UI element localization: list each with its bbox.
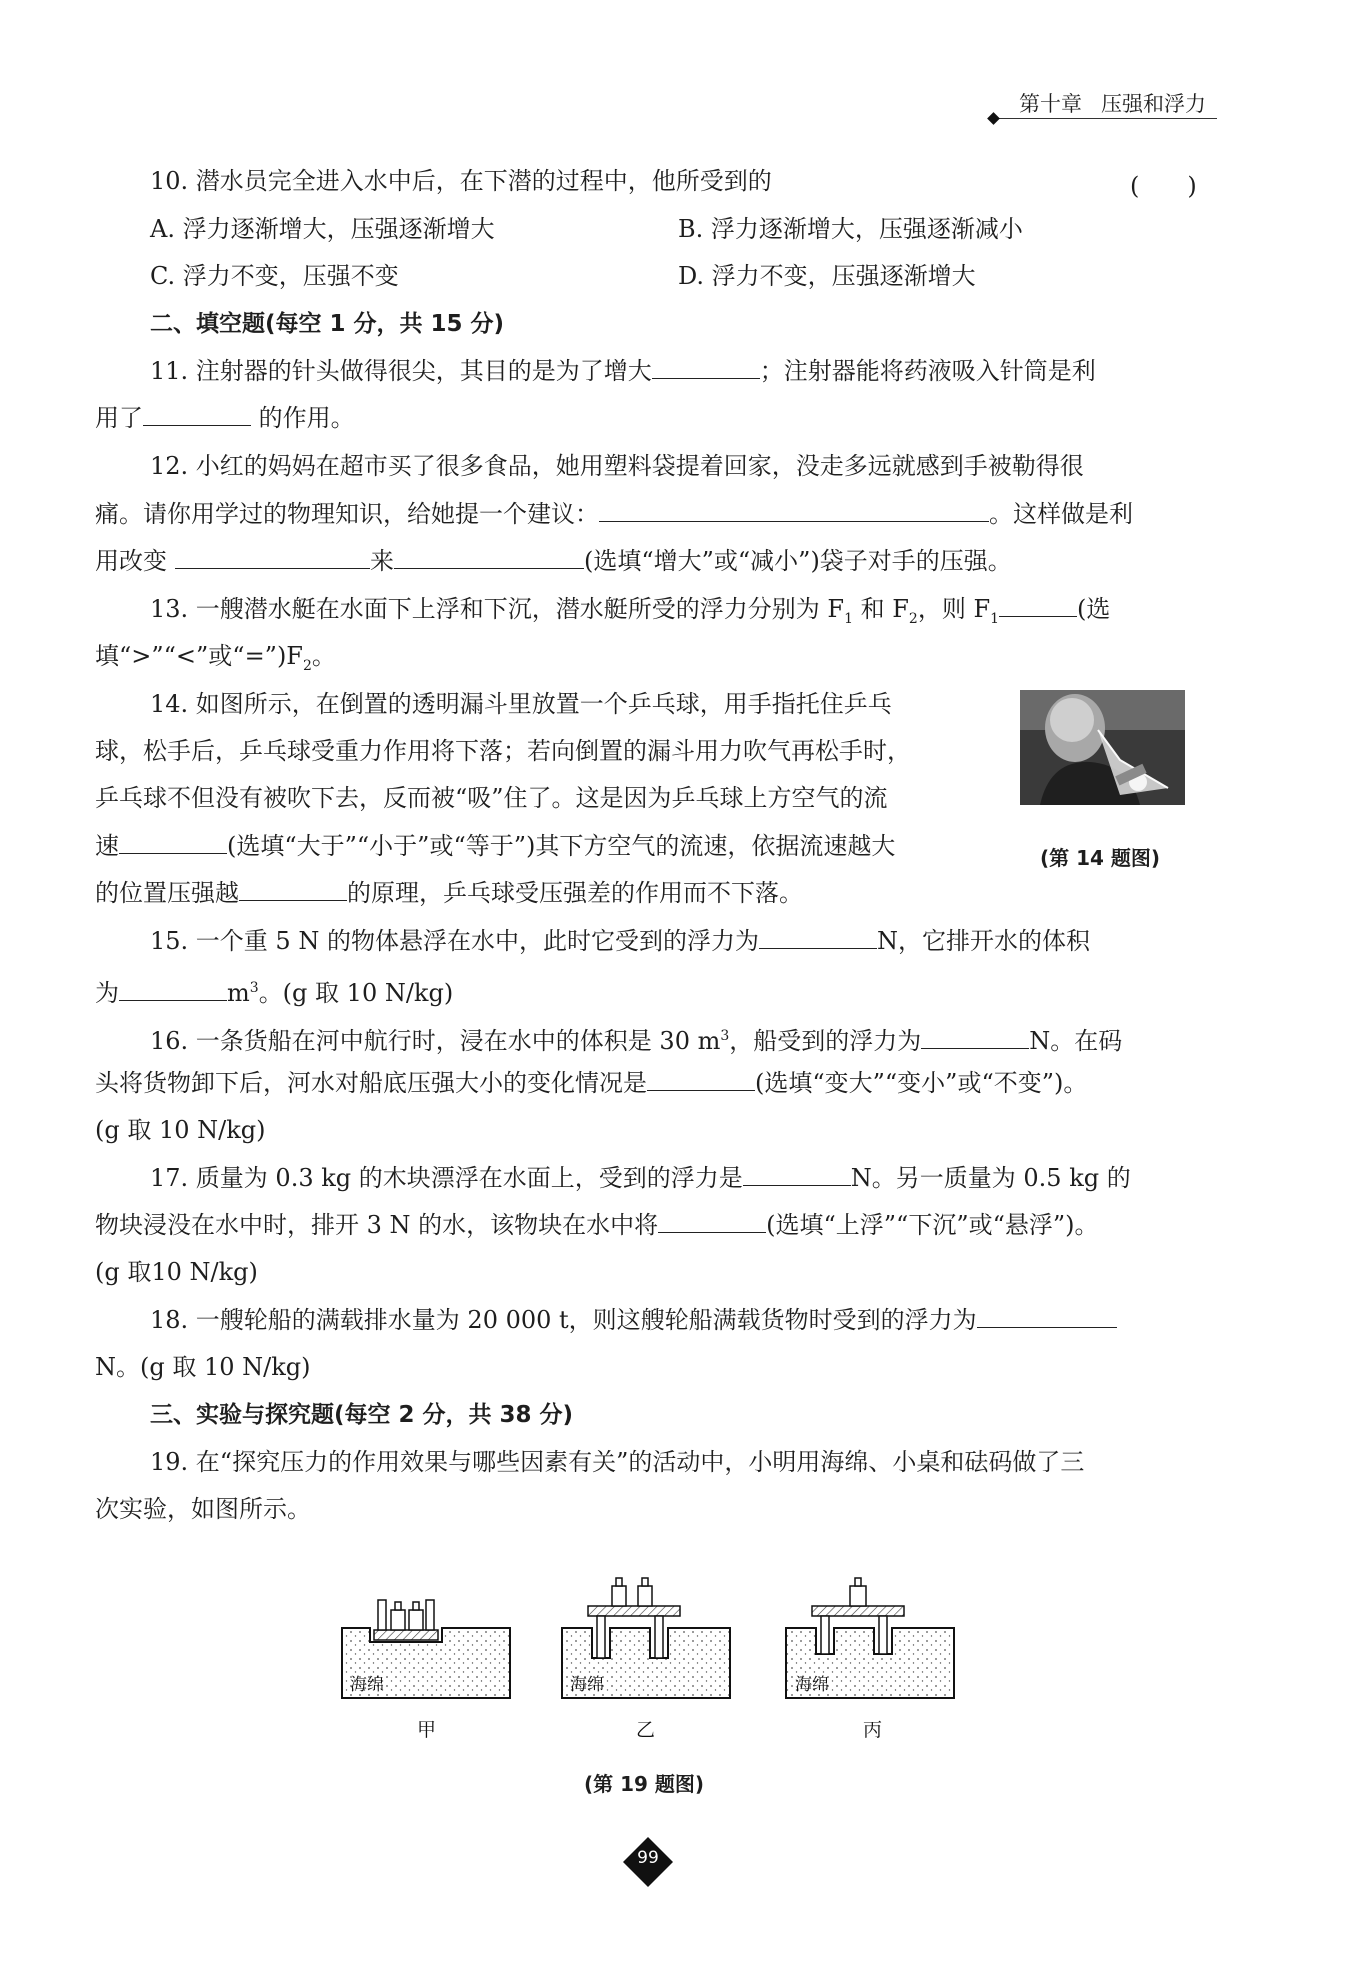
- page-number: 99: [637, 1848, 659, 1868]
- q10-option-b: B. 浮力逐渐增大，压强逐渐减小: [678, 215, 1023, 243]
- q10-option-c: C. 浮力不变，压强不变: [150, 262, 399, 290]
- q10-answer-paren: ( ): [1130, 172, 1197, 200]
- answer-blank[interactable]: [743, 1163, 851, 1186]
- setup-bing-label: 丙: [863, 1719, 883, 1741]
- q14-line-5: 的位置压强越 的原理，乒乓球受压强差的作用而不下落。: [95, 879, 803, 907]
- q17-line-2: 物块浸没在水中时，排开 3 N 的水，该物块在水中将 (选填“上浮”“下沉”或“悬浮”)。: [95, 1211, 1099, 1239]
- q19-line-1: 19. 在“探究压力的作用效果与哪些因素有关”的活动中，小明用海绵、小桌和砝码做了三: [150, 1448, 1085, 1476]
- q10-option-a: A. 浮力逐渐增大，压强逐渐增大: [150, 215, 495, 243]
- answer-blank[interactable]: [394, 546, 584, 569]
- q15-line-1: 15. 一个重 5 N 的物体悬浮在水中，此时它受到的浮力为 N，它排开水的体积: [150, 927, 1090, 955]
- setup-jia-label: 甲: [417, 1719, 437, 1741]
- q18-line-1: 18. 一艘轮船的满载排水量为 20 000 t，则这艘轮船满载货物时受到的浮力为: [150, 1305, 1117, 1335]
- q10-option-d: D. 浮力不变，压强逐渐增大: [678, 262, 976, 290]
- answer-blank[interactable]: [999, 594, 1077, 617]
- q13-line-1: 13. 一艘潜水艇在水面下上浮和下沉，潜水艇所受的浮力分别为 $F_1$ 和 $F_2$，则 $F_1$ (选: [150, 595, 1111, 627]
- answer-blank[interactable]: [175, 546, 370, 569]
- answer-blank[interactable]: [119, 831, 227, 854]
- q17-line-1: 17. 质量为 0.3 kg 的木块漂浮在水面上，受到的浮力是 N。另一质量为 0.5 kg 的: [150, 1164, 1131, 1192]
- q11-line-1: 11. 注射器的针头做得很尖，其目的是为了增大 ；注射器能将药液吸入针筒是利: [150, 357, 1096, 385]
- q12-line-1: 12. 小红的妈妈在超市买了很多食品，她用塑料袋提着回家，没走多远就感到手被勒得很: [150, 452, 1084, 480]
- q17-line-3: (g 取10 N/kg): [95, 1258, 258, 1286]
- answer-blank[interactable]: [759, 926, 877, 949]
- q16-line-1: 16. 一条货船在河中航行时，浸在水中的体积是 30 $m^3$，船受到的浮力为 N。在码: [150, 1027, 1123, 1055]
- header-rule: [995, 118, 1217, 119]
- q16-line-2: 头将货物卸下后，河水对船底压强大小的变化情况是 (选填“变大”“变小”或“不变”)。: [95, 1069, 1088, 1097]
- setup-yi-label: 乙: [636, 1719, 656, 1741]
- chapter-number: 第十章: [1019, 92, 1082, 116]
- q18-line-2: N。(g 取 10 N/kg): [95, 1353, 311, 1381]
- funnel-experiment-photo: [1020, 690, 1185, 805]
- q14-line-4: 速 (选填“大于”“小于”或“等于”)其下方空气的流速，依据流速越大: [95, 832, 896, 860]
- sponge-experiment-figure: [340, 1558, 970, 1748]
- answer-blank[interactable]: [652, 356, 760, 379]
- section-3-heading: 三、实验与探究题(每空 2 分，共 38 分): [150, 1402, 574, 1428]
- q14-line-3: 乒乓球不但没有被吹下去，反而被“吸”住了。这是因为乒乓球上方空气的流: [95, 784, 888, 812]
- q14-figure-caption: (第 14 题图): [1040, 846, 1161, 870]
- q10-stem: 10. 潜水员完全进入水中后，在下潜的过程中，他所受到的: [150, 167, 772, 195]
- answer-blank[interactable]: [119, 978, 227, 1001]
- answer-blank[interactable]: [599, 499, 989, 522]
- setup-yi: [562, 1578, 730, 1741]
- answer-blank[interactable]: [239, 878, 347, 901]
- answer-blank[interactable]: [143, 403, 251, 426]
- setup-bing: [786, 1578, 954, 1741]
- answer-blank[interactable]: [647, 1068, 755, 1091]
- sponge-label: 海绵: [350, 1675, 384, 1695]
- q19-figure-caption: (第 19 题图): [584, 1772, 705, 1796]
- sponge-label: 海绵: [795, 1675, 829, 1695]
- sponge-label: 海绵: [570, 1675, 604, 1695]
- q15-line-2: 为 $m^3$。(g 取 10 N/kg): [95, 979, 454, 1007]
- setup-jia: [342, 1600, 510, 1741]
- q12-line-2: 痛。请你用学过的物理知识，给她提一个建议： 。这样做是利: [95, 500, 1133, 528]
- answer-blank[interactable]: [977, 1305, 1117, 1328]
- chapter-title: 压强和浮力: [1101, 92, 1206, 116]
- answer-blank[interactable]: [921, 1026, 1029, 1049]
- answer-blank[interactable]: [658, 1210, 766, 1233]
- q12-line-3: 用改变 来 (选填“增大”或“减小”)袋子对手的压强。: [95, 547, 1012, 575]
- chapter-header: [995, 88, 1217, 118]
- q14-line-2: 球，松手后，乒乓球受重力作用将下落；若向倒置的漏斗用力吹气再松手时，: [95, 737, 911, 765]
- q16-line-3: (g 取 10 N/kg): [95, 1116, 266, 1144]
- q13-line-2: 填“>”“<”或“$=”)F_2$。: [95, 642, 336, 674]
- q11-line-2: 用了 的作用。: [95, 404, 355, 432]
- q14-line-1: 14. 如图所示，在倒置的透明漏斗里放置一个乒乓球，用手指托住乒乓: [150, 690, 892, 718]
- section-2-heading: 二、填空题(每空 1 分，共 15 分): [150, 311, 505, 337]
- q19-line-2: 次实验，如图所示。: [95, 1495, 311, 1523]
